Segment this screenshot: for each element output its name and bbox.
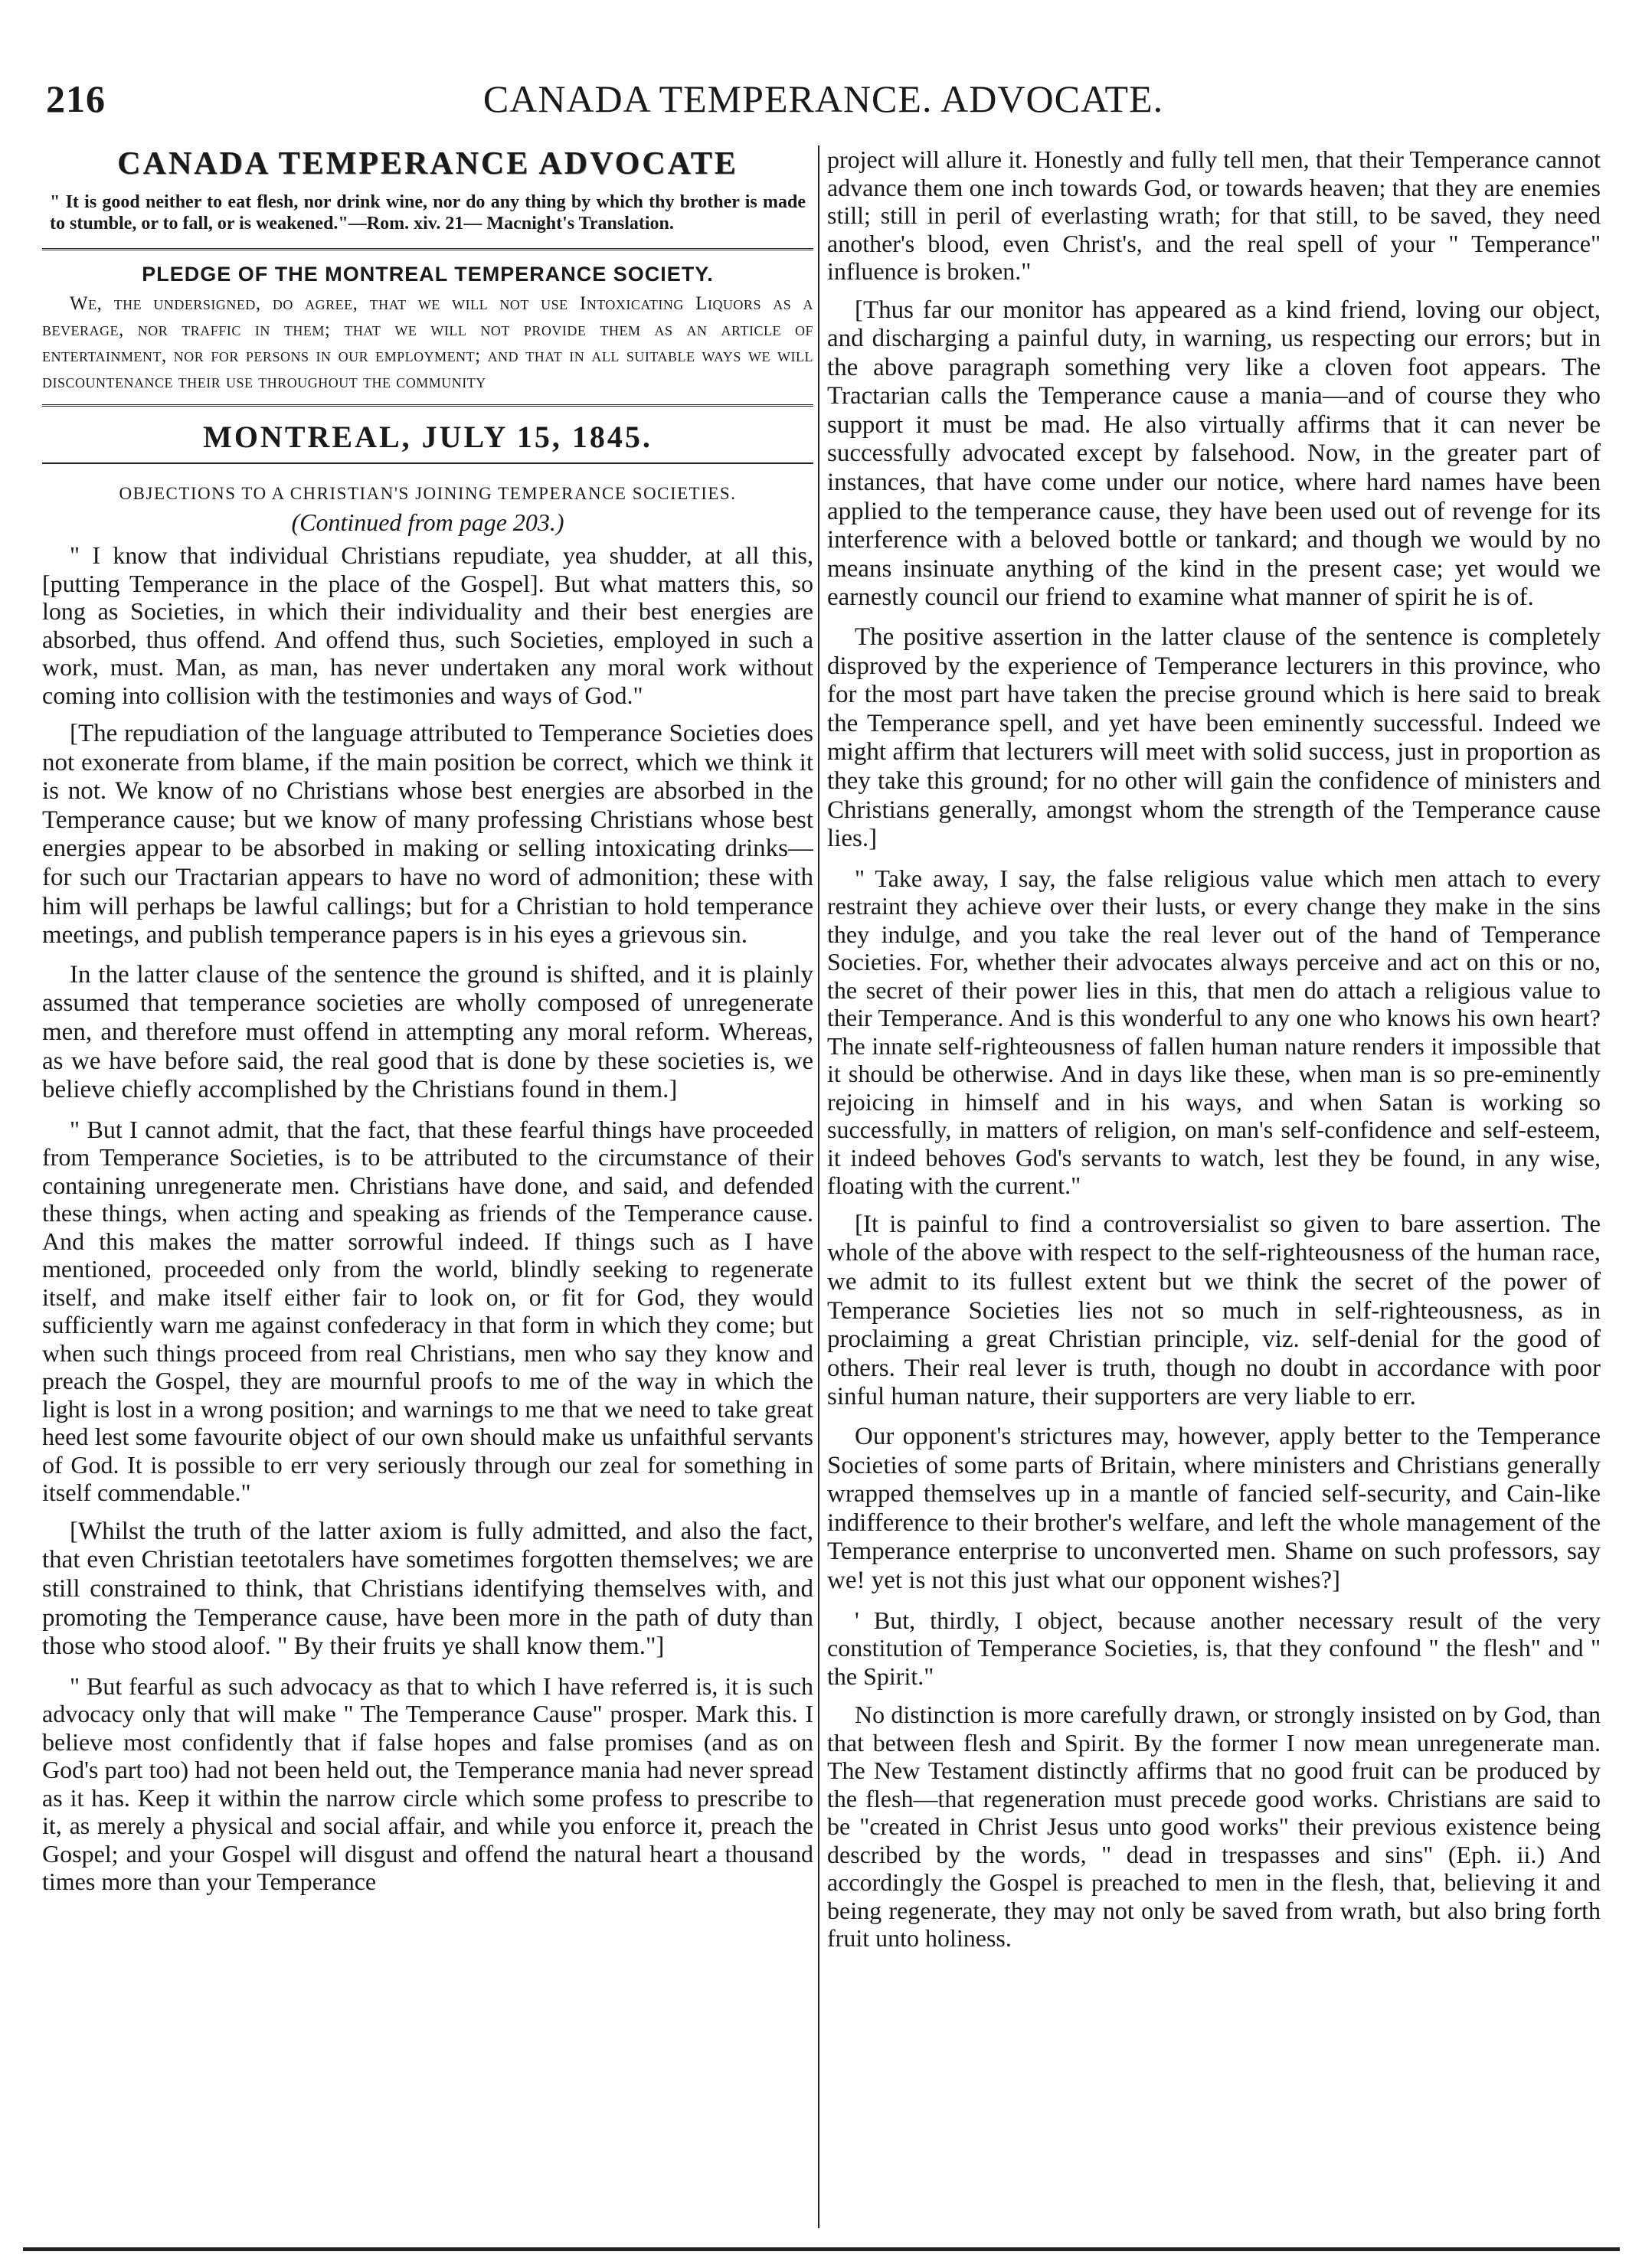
article-paragraph: Our opponent's strictures may, however, apply better to the Temperance Societies of some parts of Britain, where ministers and Christians generally wrapped themselves up in a mantle of fancied self-security, and Cain-like indifference to their brother's welfare, and left the whole management of the Temperance enterprise to unconverted men. Shame on such professors, say we! yet is not this just what our opponent wishes?] [827,1422,1601,1594]
article-paragraph: [It is painful to find a controversialist so given to bare assertion. The whole of the above with respect to the self-righteousness of the human race, we admit to its fullest extent but we think the secret of the power of Temperance Societies lies not so much in self-righteousness, as in proclaiming a great Christian principle, viz. self-denial for the good of others. Their real lever is truth, though no doubt in accordance with poor sinful human nature, their supporters are very liable to err. [827,1210,1601,1411]
article-paragraph: [Thus far our monitor has appeared as a kind friend, loving our object, and discharging a painful duty, in warning, us respecting our errors; but in the above paragraph something very like a cloven foot appears. The Tractarian calls the Temperance cause a mania—and of course they who support it must be mad. He also virtually affirms that it can never be successfully advocated except by falsehood. Now, in the greater part of instances, that have come under our notice, where hard names have been applied to the temperance cause, they have been used out of revenge for its interference with a beloved bottle or tankard; and though we would by no means insinuate anything of the kind in the present case; yet would we earnestly council our friend to examine what manner of spirit he is of. [827,296,1601,612]
running-title: CANADA TEMPERANCE. ADVOCATE. [482,77,1164,120]
masthead-motto: " It is good neither to eat flesh, nor drink wine, nor do any thing by which thy brother is made to stumble, or to fall, or is weakened."—Rom. xiv. 21— Macnight's Translation. [50,192,806,234]
page-header [46,77,1601,138]
article-paragraph: " But fearful as such advocacy as that to which I have referred is, it is such advocacy only that will make " The Temperance Cause" prosper. Mark this. I believe most confidently that if false hopes and false promises (and as on God's part too) had not been held out, the Temperance mania had never spread as it has. Keep it within the narrow circle which some profess to prescribe to it, as merely a physical and social affair, and while you enforce it, preach the Gospel; and your Gospel will disgust and offend the natural heart a thousand times more than your Temperance [42,1672,813,1896]
article-paragraph: In the latter clause of the sentence the ground is shifted, and it is plainly assumed that temperance societies are wholly composed of unregenerate men, and therefore must offend in attempting any moral reform. Whereas, as we have before said, the real good that is done by these societies is, we believe chiefly accomplished by the Christians found in them.] [42,960,813,1104]
pledge-title: PLEDGE OF THE MONTREAL TEMPERANCE SOCIETY. [142,263,714,286]
dateline: MONTREAL, JULY 15, 1845. [203,420,653,454]
article-paragraph: project will allure it. Honestly and fully tell men, that their Temperance cannot advance them one inch towards God, or towards heaven; that they are enemies still; still in peril of everlasting wrath; for that still, to be saved, they need another's blood, even Christ's, and the real spell of your " Temperance" influence is broken." [827,145,1601,285]
continued-note: (Continued from page 203.) [291,508,564,536]
article-paragraph: " But I cannot admit, that the fact, that these fearful things have proceeded from Temperance Societies, is to be attributed to the circumstance of their containing unregenerate men. Christians have done, and said, and defended these things, when acting and speaking as friends of the Temperance cause. And this makes the matter sorrowful indeed. If things such as I have mentioned, proceeded only from the world, blindly seeking to regenerate itself, and make itself either fair to look on, or fit for God, they would sufficiently warn me against confederacy in that form in which they come; but when such things proceed from real Christians, men who say they know and preach the Gospel, they are mournful proofs to me of the way in which the light is lost in a wrong position; and warnings to me that we need to take great heed lest some favourite object of our own should make us unfaithful servants of God. It is possible to err very seriously through our zeal for something in itself commendable." [42,1115,813,1507]
left-column [42,145,813,2228]
article-paragraph: ' But, thirdly, I object, because another necessary result of the very constitution of Temperance Societies, is, that they confound " the flesh" and " the Spirit." [827,1606,1601,1690]
article-heading: OBJECTIONS TO A CHRISTIAN'S JOINING TEMPERANCE SOCIETIES. [119,484,737,503]
pledge-text: We, the undersigned, do agree, that we will not use Intoxicating Liquors as a beverage, nor traffic in them; that we will not provide them as an article of entertainment, nor for persons in our employment; and that in all suitable ways we will discountenance their use throughout the community [42,293,813,392]
column-divider [818,145,819,2228]
page-bottom-rule [23,2247,1620,2251]
rule-divider [42,462,813,464]
article-paragraph: [Whilst the truth of the latter axiom is fully admitted, and also the fact, that even Christian teetotalers have sometimes forgotten themselves; we are still constrained to think, that Christians identifying themselves with, and promoting the Temperance cause, have been more in the path of duty than those who stood aloof. " By their fruits ye shall know them."] [42,1517,813,1661]
rule-divider [42,248,813,250]
article-paragraph: No distinction is more carefully drawn, or strongly insisted on by God, than that between flesh and Spirit. By the former I now mean unregenerate man. The New Testament distinctly affirms that no good fruit can be produced by the flesh—that regeneration must precede good works. Christians are said to be "created in Christ Jesus unto good works" their previous existence being described by the words, " dead in trespasses and sins" (Eph. ii.) And accordingly the Gospel is preached to men in the flesh, that, believing it and being regenerate, they may not only be saved from wrath, but also bring forth fruit unto holiness. [827,1701,1601,1952]
page-number: 216 [46,77,106,120]
right-column [827,145,1601,2228]
rule-divider [42,404,813,407]
article-paragraph: The positive assertion in the latter clause of the sentence is completely disproved by the experience of Temperance lecturers in this province, who for the most part have taken the precise ground which is here said to break the Temperance spell, and yet have been eminently successful. Indeed we might affirm that lecturers will meet with solid success, just in proportion as they take this ground; for no other will gain the confidence of ministers and Christians generally, amongst whom the strength of the Temperance cause lies.] [827,623,1601,853]
article-paragraph: " I know that individual Christians repudiate, yea shudder, at all this, [putting Temperance in the place of the Gospel]. But what matters this, so long as Societies, in which their individuality and their best energies are absorbed, thus offend. And offend thus, such Societies, employed in such a work, must. Man, as man, has never undertaken any moral work without coming into collision with the testimonies and ways of God." [42,541,813,709]
article-paragraph: " Take away, I say, the false religious value which men attach to every restraint they achieve over their lusts, or every change they make in the sins they indulge, and you take the real lever out of the hand of Temperance Societies. For, whether their advocates always perceive and act on this or no, the secret of their power lies in this, that men do attach a religious value to their Temperance. And is this wonderful to any one who knows his own heart? The innate self-righteousness of fallen human nature renders it impossible that it should be otherwise. And in days like these, when man is so pre-eminently rejoicing in himself and in his ways, and when Satan is working so successfully, in matters of religion, on man's self-confidence and self-esteem, it indeed behoves God's servants to watch, lest they be found, in any wise, floating with the current." [827,864,1601,1200]
article-paragraph: [The repudiation of the language attributed to Temperance Societies does not exonerate from blame, if the main position be correct, which we think it is not. We know of no Christians whose best energies are absorbed in the Temperance cause; but we know of many professing Christians whose best energies appear to be absorbed in making or selling intoxicating drinks—for such our Tractarian appears to have no word of admonition; these with him will perhaps be lawful callings; but for a Christian to hold temperance meetings, and publish temperance papers is in his eyes a grievous sin. [42,720,813,949]
masthead-title: CANADA TEMPERANCE ADVOCATE [117,146,738,181]
